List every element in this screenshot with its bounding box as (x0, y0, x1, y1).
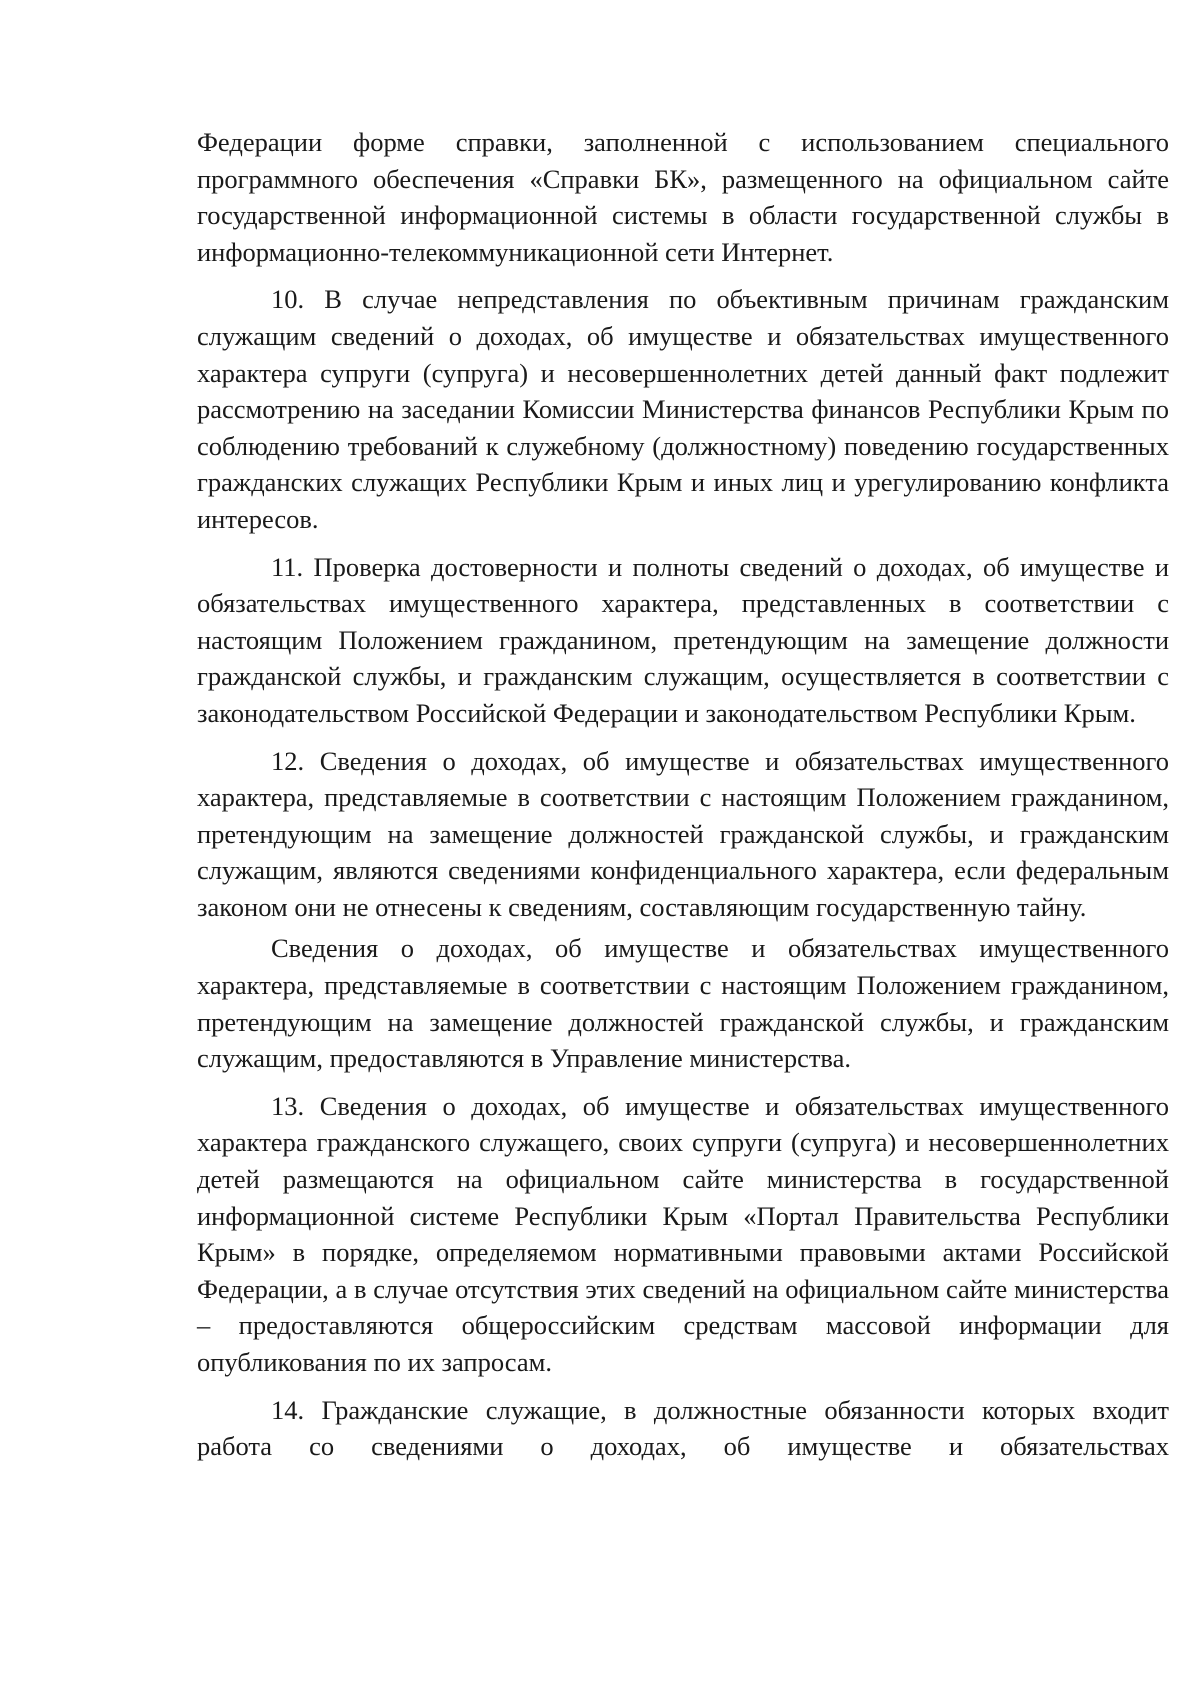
paragraph-10: 10. В случае непредставления по объективным причинам гражданским служащим сведений о доходах, об имуществе и обязательствах имущественного характера супруги (супруга) и несовершеннолетних детей данный факт подлежит рассмотрению на заседании Комиссии Министерства финансов Республики Крым по соблюдению требований к служебному (должностному) поведению государственных гражданских служащих Республики Крым и иных лиц и урегулированию конфликта интересов. (197, 284, 1169, 534)
paragraph-12-continuation: Сведения о доходах, об имуществе и обязательствах имущественного характера, представляемые в соответствии с настоящим Положением гражданином, претендующим на замещение должностей гражданской службы, и гражданским служащим, предоставляются в Управление министерства. (197, 933, 1169, 1074)
document-body (197, 124, 1169, 1465)
paragraph-12: 12. Сведения о доходах, об имуществе и обязательствах имущественного характера, представляемые в соответствии с настоящим Положением гражданином, претендующим на замещение должностей гражданской службы, и гражданским служащим, являются сведениями конфиденциального характера, если федеральным законом они не отнесены к сведениям, составляющим государственную тайну. (197, 745, 1169, 922)
paragraph-14: 14. Гражданские служащие, в должностные обязанности которых входит работа со сведениями о доходах, об имуществе и обязательствах (197, 1394, 1169, 1462)
paragraph-continuation: Федерации форме справки, заполненной с использованием специального программного обеспечения «Справки БК», размещенного на официальном сайте государственной информационной системы в области государственной службы в информационно-телекоммуникационной сети Интернет. (197, 127, 1169, 267)
paragraph-11: 11. Проверка достоверности и полноты сведений о доходах, об имуществе и обязательствах имущественного характера, представленных в соответствии с настоящим Положением гражданином, претендующим на замещение должности гражданской службы, и гражданским служащим, осуществляется в соответствии с законодательством Российской Федерации и законодательством Республики Крым. (197, 551, 1169, 728)
paragraph-13: 13. Сведения о доходах, об имуществе и обязательствах имущественного характера гражданского служащего, своих супруги (супруга) и несовершеннолетних детей размещаются на официальном сайте министерства в государственной информационной системе Республики Крым «Портал Правительства Республики Крым» в порядке, определяемом нормативными правовыми актами Российской Федерации, а в случае отсутствия этих сведений на официальном сайте министерства – предоставляются общероссийским средствам массовой информации для опубликования по их запросам. (197, 1090, 1169, 1377)
